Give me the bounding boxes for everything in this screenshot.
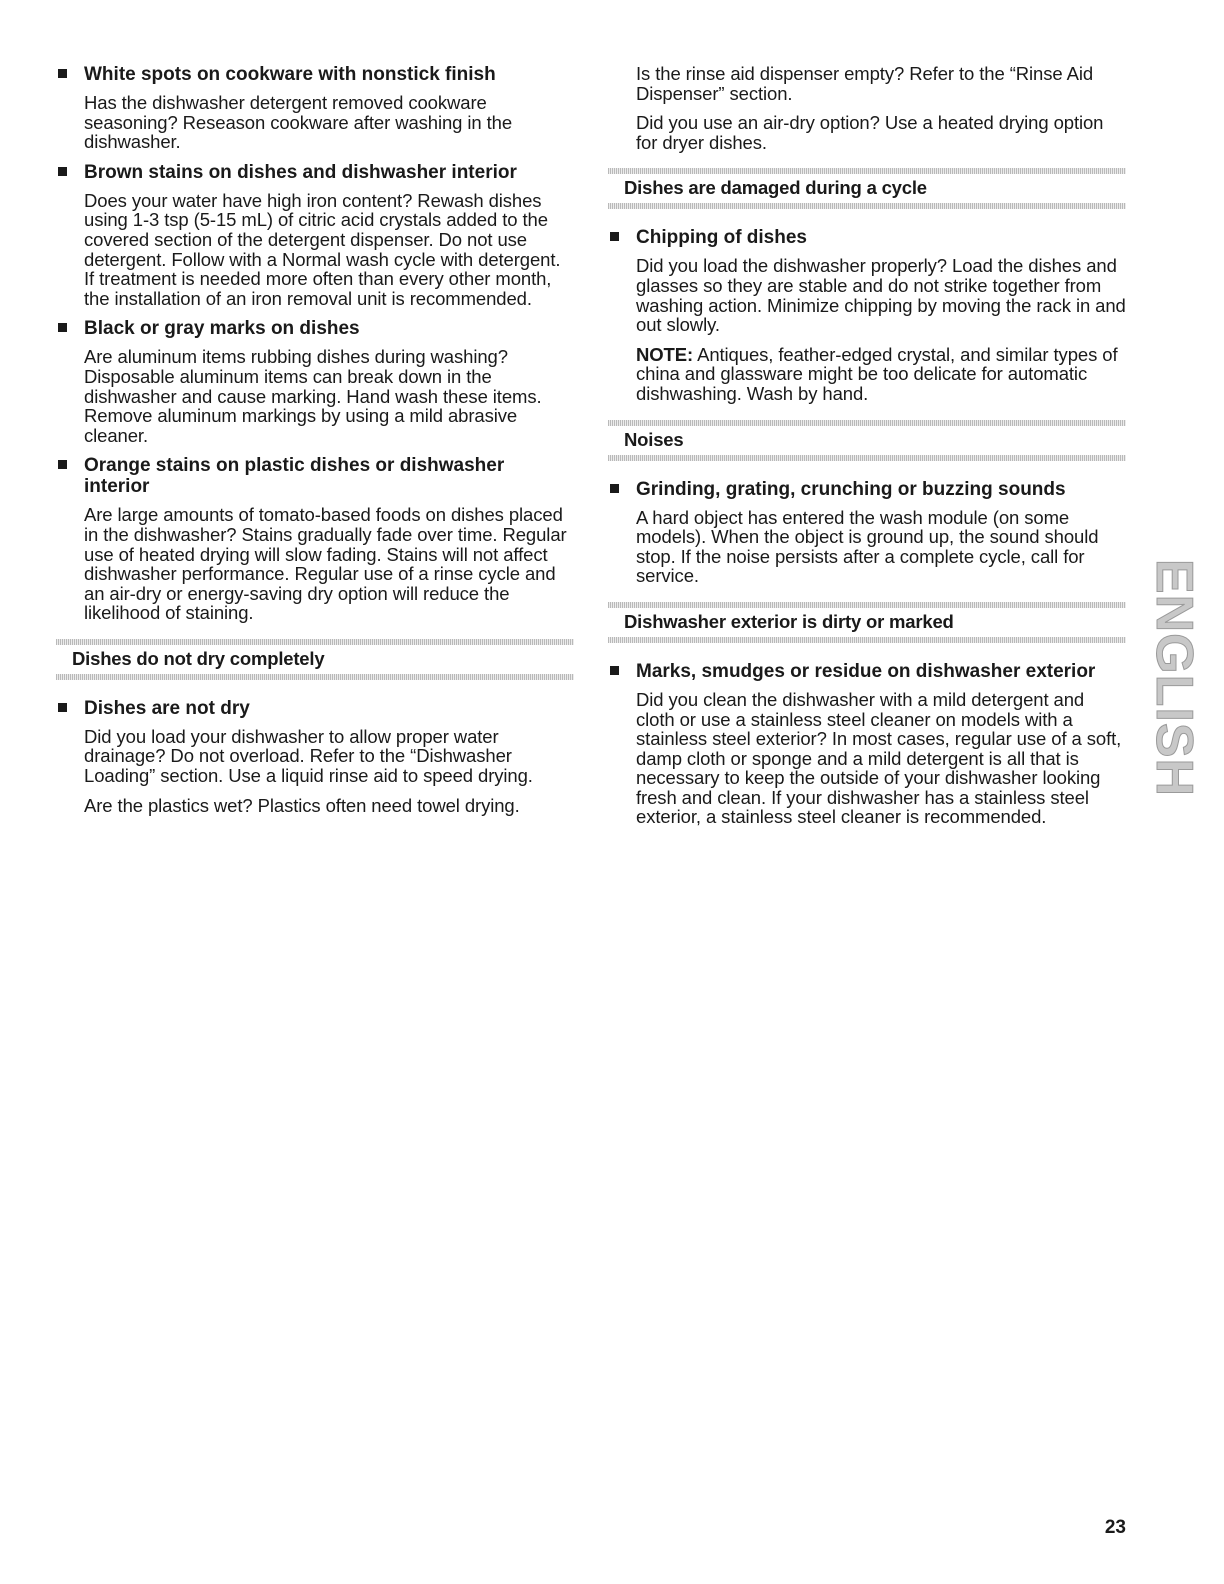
troubleshooting-item (608, 479, 1126, 586)
bullet-icon (58, 323, 67, 332)
item-paragraph: Does your water have high iron content? Rewash dishes using 1-3 tsp (5-15 mL) of citric acid crystals added to the covered section of the detergent dispenser. Do not use detergent. Follow with a Normal wash cycle with detergent. If treatment is needed more often than every other month, the installation of an iron removal unit is recommended. (84, 189, 561, 309)
section-header-dry (56, 639, 574, 680)
section-title: Dishes are damaged during a cycle (624, 177, 927, 199)
item-paragraph: Did you use an air-dry option? Use a heated drying option for dryer dishes. (636, 112, 1104, 153)
item-title-text: Grinding, grating, crunching or buzzing sounds (636, 478, 1066, 500)
item-paragraph: A hard object has entered the wash module (on some models). When the object is ground up, the sound should stop. If the noise persists after a complete cycle, call for service. (636, 506, 1099, 587)
section-header-noises (608, 420, 1126, 461)
item-title (84, 64, 574, 85)
troubleshooting-item (56, 698, 574, 815)
troubleshooting-item (56, 318, 574, 445)
item-paragraph: Is the rinse aid dispenser empty? Refer to the “Rinse Aid Dispenser” section. (636, 63, 1094, 104)
right-column (608, 64, 1126, 837)
item-paragraph: Are the plastics wet? Plastics often need towel drying. (84, 794, 520, 816)
item-paragraph: Did you clean the dishwasher with a mild detergent and cloth or use a stainless steel cleaner on models with a stainless steel exterior? In most cases, regular use of a soft, damp cloth or sponge and a mild detergent is all that is necessary to keep the outside of your dishwasher looking fresh and clean. If your dishwasher has a stainless steel exterior, a stainless steel cleaner is recommended. (636, 688, 1122, 828)
item-title (84, 455, 574, 497)
bullet-icon (58, 69, 67, 78)
bullet-icon (610, 484, 619, 493)
note-label: NOTE: (636, 343, 694, 365)
bullet-icon (610, 232, 619, 241)
language-side-tab (1145, 558, 1204, 798)
section-title: Noises (624, 428, 684, 450)
side-tab-label: ENGLISH (1145, 558, 1204, 798)
item-title-text: Brown stains on dishes and dishwasher interior (84, 161, 517, 183)
item-paragraph: Are large amounts of tomato-based foods on dishes placed in the dishwasher? Stains gradually fade over time. Regular use of heated drying will slow fading. Stains will not affect dishwasher performance. Regular use of a rinse cycle and an air-dry or energy-saving dry option will reduce the likelihood of staining. (84, 504, 567, 624)
left-column (56, 64, 574, 825)
section-title: Dishwasher exterior is dirty or marked (624, 610, 954, 632)
bullet-icon (58, 703, 67, 712)
item-title-text: Chipping of dishes (636, 227, 807, 249)
item-title-text: White spots on cookware with nonstick finish (84, 64, 496, 85)
troubleshooting-item (608, 661, 1126, 827)
item-paragraph: Are aluminum items rubbing dishes during washing? Disposable aluminum items can break down in the dishwasher and cause marking. Hand wash these items. Remove aluminum markings by using a mild abrasive cleaner. (84, 346, 542, 446)
item-paragraph: Did you load your dishwasher to allow proper water drainage? Do not overload. Refer to the “Dishwasher Loading” section. Use a liquid rinse aid to speed drying. (84, 725, 533, 787)
item-title-text: Dishes are not dry (84, 697, 250, 719)
item-title (636, 661, 1126, 682)
item-title (84, 162, 574, 183)
troubleshooting-item (56, 455, 574, 623)
item-title-text: Marks, smudges or residue on dishwasher exterior (636, 660, 1096, 682)
bullet-icon (58, 167, 67, 176)
section-title: Dishes do not dry completely (72, 647, 325, 669)
note-paragraph (636, 345, 1126, 404)
note-text: Antiques, feather-edged crystal, and similar types of china and glassware might be too delicate for automatic dishwashing. Wash by hand. (636, 343, 1118, 404)
troubleshooting-item (608, 227, 1126, 403)
item-title (84, 698, 574, 719)
troubleshooting-item (56, 162, 574, 309)
item-title-text: Black or gray marks on dishes (84, 318, 360, 340)
item-title (636, 479, 1126, 500)
section-header-damaged (608, 168, 1126, 209)
bullet-icon (58, 460, 67, 469)
item-title-text: Orange stains on plastic dishes or dishwasher interior (84, 455, 505, 498)
item-title (636, 227, 1126, 248)
item-title (84, 318, 574, 339)
item-paragraph: Has the dishwasher detergent removed cookware seasoning? Reseason cookware after washing in the dishwasher. (84, 92, 513, 153)
continued-item (608, 64, 1126, 152)
page-number: 23 (1104, 1517, 1126, 1538)
bullet-icon (610, 666, 619, 675)
item-paragraph: Did you load the dishwasher properly? Load the dishes and glasses so they are stable and do not strike together from washing action. Minimize chipping by moving the rack in and out slowly. (636, 255, 1126, 336)
section-header-exterior (608, 602, 1126, 643)
troubleshooting-item (56, 64, 574, 152)
